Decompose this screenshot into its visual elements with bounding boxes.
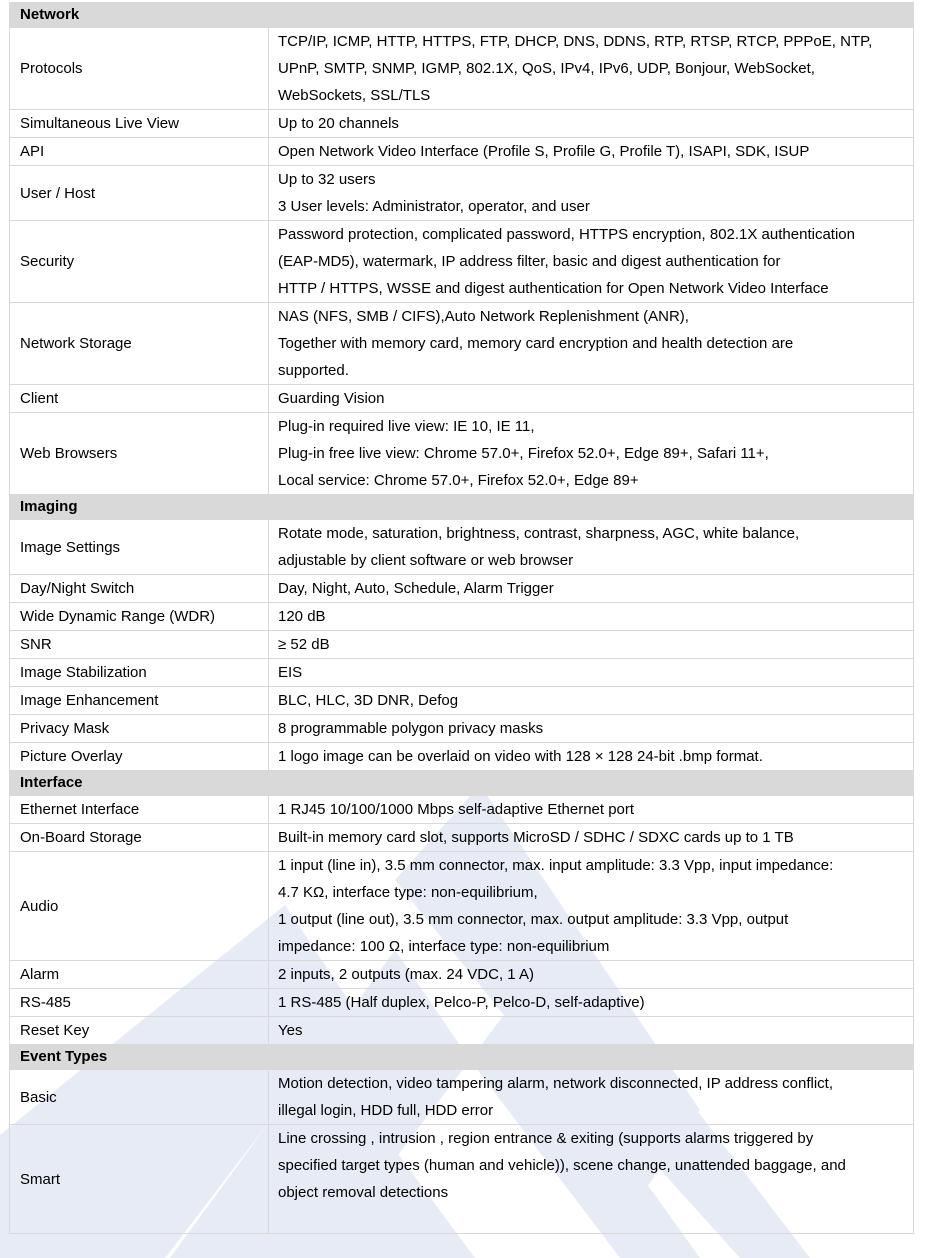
spec-label: Picture Overlay [10,743,269,771]
spec-value-line: HTTP / HTTPS, WSSE and digest authentication for Open Network Video Interface [278,280,829,297]
spec-label: Network Storage [10,303,269,385]
spec-row [10,1017,914,1045]
spec-row [10,659,914,687]
spec-value-line: 1 input (line in), 3.5 mm connector, max. input amplitude: 3.3 Vpp, input impedance: [278,857,834,874]
spec-row [10,1125,914,1234]
spec-value-line: 4.7 KΩ, interface type: non-equilibrium, [278,884,538,901]
spec-value [269,138,914,166]
spec-label: Protocols [10,28,269,110]
spec-value [269,413,914,495]
spec-value-line: Password protection, complicated password, HTTPS encryption, 802.1X authentication [278,226,855,243]
spec-value [269,166,914,221]
spec-row [10,961,914,989]
spec-label: Simultaneous Live View [10,110,269,138]
spec-value-line: TCP/IP, ICMP, HTTP, HTTPS, FTP, DHCP, DNS, DDNS, RTP, RTSP, RTCP, PPPoE, NTP, [278,33,873,50]
spec-value-line: 8 programmable polygon privacy masks [278,720,544,737]
spec-value-line: NAS (NFS, SMB / CIFS),Auto Network Replenishment (ANR), [278,308,689,325]
spec-value-line: supported. [278,362,349,379]
spec-value-line: 2 inputs, 2 outputs (max. 24 VDC, 1 A) [278,966,534,983]
spec-value-line: Local service: Chrome 57.0+, Firefox 52.0+, Edge 89+ [278,472,639,489]
spec-row [10,110,914,138]
spec-value-line: BLC, HLC, 3D DNR, Defog [278,692,459,709]
spec-row [10,575,914,603]
spec-value-line: Rotate mode, saturation, brightness, contrast, sharpness, AGC, white balance, [278,525,800,542]
spec-value [269,852,914,961]
spec-label: On-Board Storage [10,824,269,852]
spec-value-line: Together with memory card, memory card encryption and health detection are [278,335,794,352]
spec-row [10,28,914,110]
spec-label: Alarm [10,961,269,989]
spec-value [269,715,914,743]
spec-row [10,715,914,743]
spec-value-line: adjustable by client software or web browser [278,552,574,569]
section-title: Imaging [10,495,914,520]
spec-table [9,2,914,1234]
spec-label: Audio [10,852,269,961]
spec-value-line: Up to 20 channels [278,115,399,132]
spec-row [10,687,914,715]
spec-value-line: Plug-in free live view: Chrome 57.0+, Firefox 52.0+, Edge 89+, Safari 11+, [278,445,769,462]
section-title: Interface [10,771,914,796]
spec-label: Basic [10,1070,269,1125]
spec-value [269,520,914,575]
spec-value-line: (EAP-MD5), watermark, IP address filter, basic and digest authentication for [278,253,781,270]
spec-row [10,221,914,303]
spec-label: Wide Dynamic Range (WDR) [10,603,269,631]
spec-value-line: Line crossing , intrusion , region entrance & exiting (supports alarms triggered by [278,1130,814,1147]
spec-row [10,796,914,824]
spec-value [269,303,914,385]
spec-row [10,166,914,221]
spec-label: Ethernet Interface [10,796,269,824]
spec-value-line: specified target types (human and vehicle)), scene change, unattended baggage, and [278,1157,846,1174]
spec-value [269,989,914,1017]
spec-row [10,824,914,852]
spec-row [10,743,914,771]
spec-label: User / Host [10,166,269,221]
spec-row [10,631,914,659]
spec-value [269,28,914,110]
spec-label: SNR [10,631,269,659]
spec-value-line: ≥ 52 dB [278,636,330,653]
spec-row [10,520,914,575]
spec-label: API [10,138,269,166]
spec-label: Image Stabilization [10,659,269,687]
spec-value [269,385,914,413]
spec-value [269,796,914,824]
spec-value [269,1070,914,1125]
spec-label: Image Enhancement [10,687,269,715]
section-header-row [10,495,914,520]
spec-value [269,1017,914,1045]
spec-label: Image Settings [10,520,269,575]
spec-value-line: 120 dB [278,608,326,625]
spec-value [269,575,914,603]
spec-value-line: 3 User levels: Administrator, operator, and user [278,198,590,215]
spec-row [10,603,914,631]
spec-value-line: Guarding Vision [278,390,385,407]
spec-value-line: Day, Night, Auto, Schedule, Alarm Trigger [278,580,554,597]
spec-label: Reset Key [10,1017,269,1045]
spec-row [10,1070,914,1125]
spec-value-line: 1 RJ45 10/100/1000 Mbps self-adaptive Ethernet port [278,801,635,818]
spec-value-line [278,1206,907,1233]
spec-value-line: 1 logo image can be overlaid on video with 128 × 128 24-bit .bmp format. [278,748,763,765]
section-header-row [10,771,914,796]
spec-label: Day/Night Switch [10,575,269,603]
spec-label: Web Browsers [10,413,269,495]
spec-label: Smart [10,1125,269,1234]
section-header-row [10,3,914,28]
spec-value-line: UPnP, SMTP, SNMP, IGMP, 802.1X, QoS, IPv4, IPv6, UDP, Bonjour, WebSocket, [278,60,815,77]
spec-value-line: 1 RS-485 (Half duplex, Pelco-P, Pelco-D, self-adaptive) [278,994,645,1011]
spec-value [269,824,914,852]
spec-value-line: Motion detection, video tampering alarm, network disconnected, IP address conflict, [278,1075,834,1092]
spec-row [10,385,914,413]
spec-label: Client [10,385,269,413]
spec-value-line: Plug-in required live view: IE 10, IE 11, [278,418,535,435]
section-title: Event Types [10,1045,914,1070]
spec-row [10,413,914,495]
spec-row [10,303,914,385]
spec-value-line: impedance: 100 Ω, interface type: non-equilibrium [278,938,610,955]
spec-value [269,1125,914,1234]
spec-value-line: Yes [278,1022,303,1039]
spec-row [10,989,914,1017]
spec-label: RS-485 [10,989,269,1017]
spec-label: Security [10,221,269,303]
spec-value-line: EIS [278,664,303,681]
spec-value [269,631,914,659]
spec-value-line: Built-in memory card slot, supports MicroSD / SDHC / SDXC cards up to 1 TB [278,829,794,846]
spec-value-line: Open Network Video Interface (Profile S, Profile G, Profile T), ISAPI, SDK, ISUP [278,143,810,160]
spec-value-line: illegal login, HDD full, HDD error [278,1102,494,1119]
section-header-row [10,1045,914,1070]
spec-value [269,961,914,989]
spec-value [269,743,914,771]
spec-row [10,852,914,961]
spec-value-line: 1 output (line out), 3.5 mm connector, max. output amplitude: 3.3 Vpp, output [278,911,789,928]
spec-label: Privacy Mask [10,715,269,743]
spec-row [10,138,914,166]
spec-value [269,603,914,631]
spec-value [269,659,914,687]
spec-value-line: Up to 32 users [278,171,376,188]
section-title: Network [10,3,914,28]
spec-value [269,110,914,138]
spec-value [269,221,914,303]
spec-value-line: object removal detections [278,1184,449,1201]
spec-value [269,687,914,715]
spec-value-line: WebSockets, SSL/TLS [278,87,431,104]
